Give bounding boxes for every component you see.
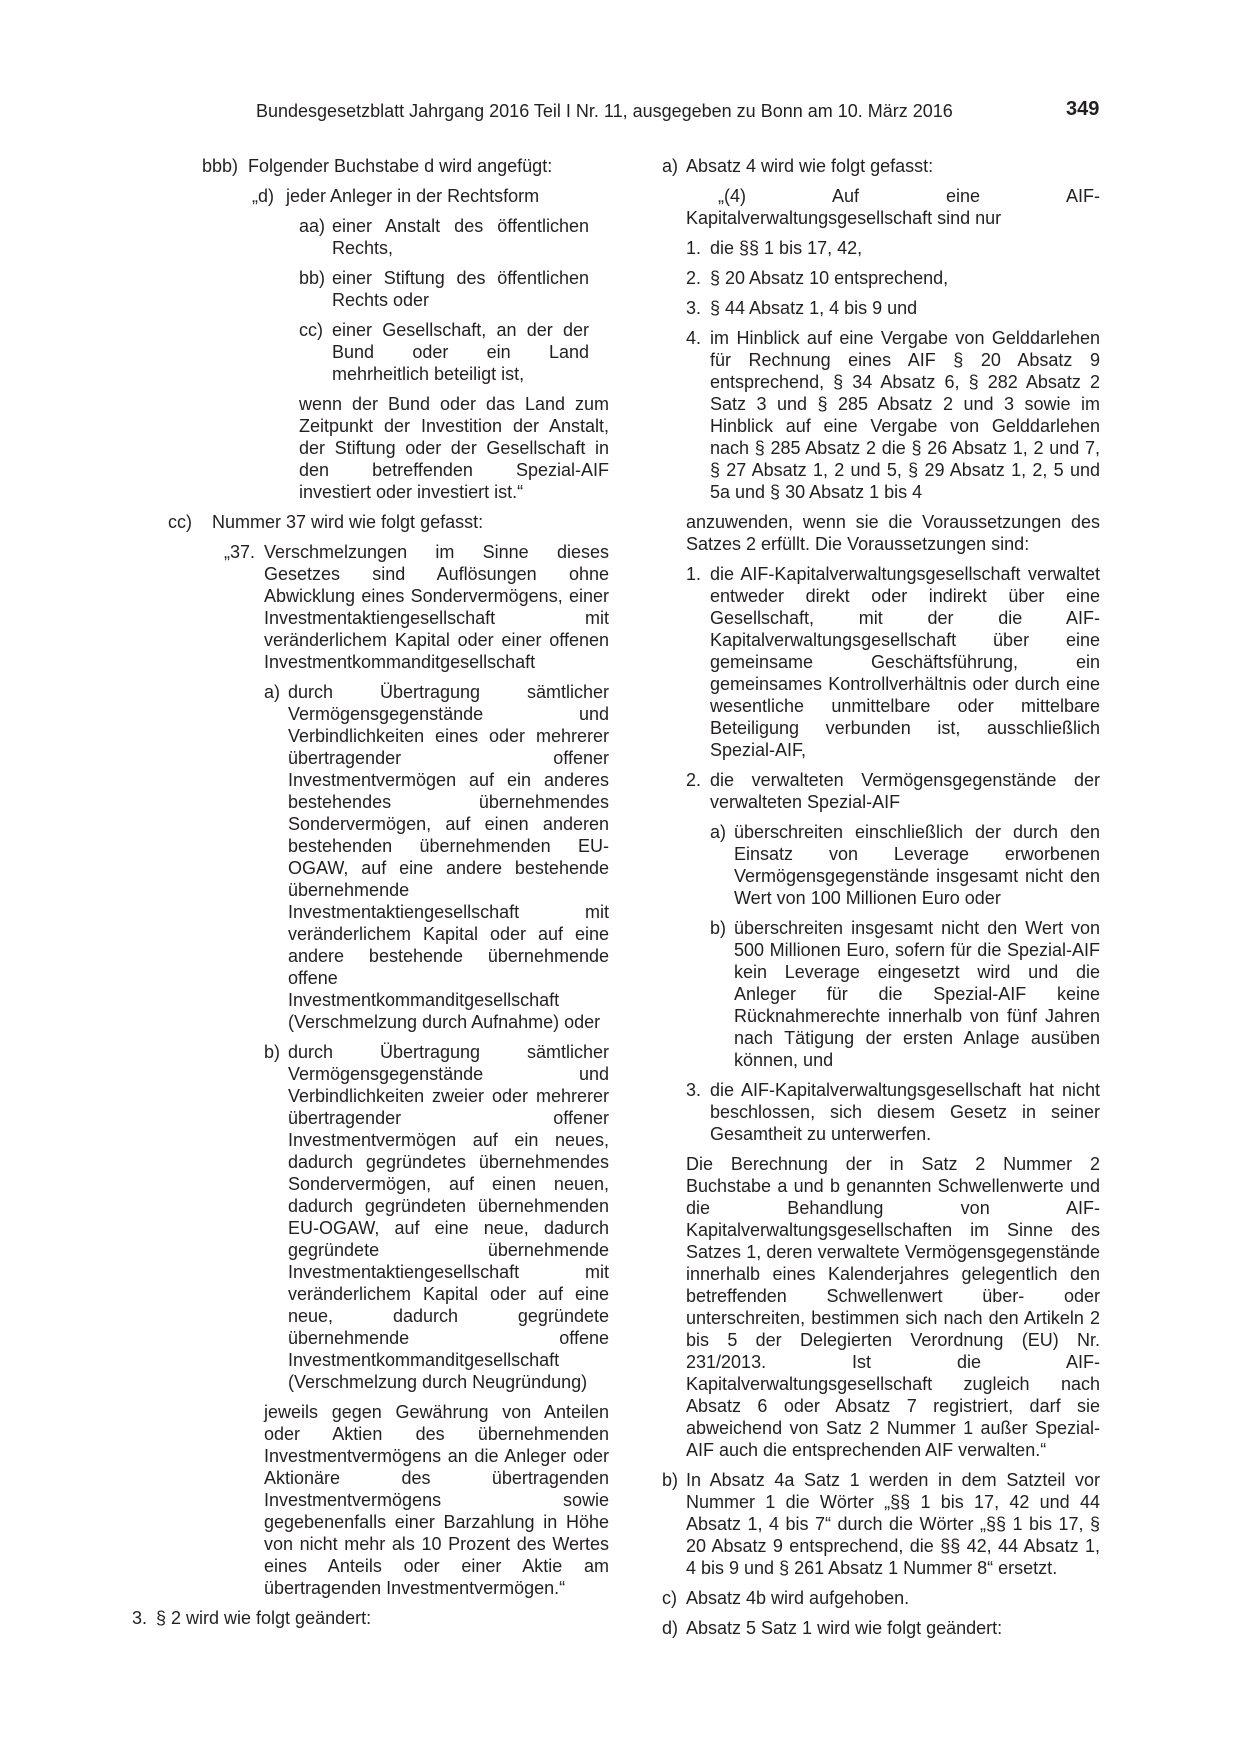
item-bbb <box>202 155 609 177</box>
item-text: jeder Anleger in der Rechtsform <box>286 186 540 206</box>
paragraph-berechnung: Die Berechnung der in Satz 2 Nummer 2 Buchstabe a und b genannten Schwellenwerte und die Behandlung von AIF-Kapitalverwaltungsgesellschaften im Sinne des Satzes 1, deren verwaltete Vermögensgegenstände innerhalb eines Kalenderjahres gelegentlich den betreffenden Schwellenwert über- oder unterschreiten, bestimmen sich nach den Artikeln 2 bis 5 der Delegierten Verordnung (EU) Nr. 231/2013. Ist die AIF-Kapitalverwaltungsgesellschaft zugleich nach Absatz 6 oder Absatz 7 registriert, darf sie abweichend von Satz 2 Nummer 1 außer Spezial-AIF auch die entsprechenden AIF verwalten.“ <box>686 1154 1100 1460</box>
item-text: Absatz 5 Satz 1 wird wie folgt geändert: <box>686 1618 1003 1638</box>
item-marker: 3. <box>132 1608 148 1628</box>
item-cc <box>299 319 589 385</box>
item-37-a <box>264 681 609 1033</box>
item-marker: 4. <box>686 328 702 348</box>
paragraph-anzuwenden: anzuwenden, wenn sie die Voraussetzungen des Satzes 2 erfüllt. Die Voraussetzungen sind: <box>686 512 1100 554</box>
item-text: überschreiten insgesamt nicht den Wert von 500 Millionen Euro, sofern für die Spezial-AIF kein Leverage eingesetzt wird und die Anleger für die Spezial-AIF keine Rücknahmerechte innerhalb von fünf Jahren nach Tätigung der ersten Anlage ausüben können, und <box>734 918 1100 1070</box>
item-aa <box>299 215 589 259</box>
item-marker: bbb) <box>202 156 239 176</box>
item-marker: cc) <box>168 512 192 532</box>
item-marker: d) <box>662 1618 679 1638</box>
paragraph-d-tail: wenn der Bund oder das Land zum Zeitpunkt der Investition der Anstalt, der Stiftung oder der Gesellschaft in den betreffenden Spezial-AIF investiert oder investiert ist.“ <box>299 394 609 502</box>
item-marker: 3. <box>686 298 702 318</box>
item-marker: aa) <box>299 216 326 236</box>
item-4 <box>686 327 1100 503</box>
item-marker: 3. <box>686 1080 702 1100</box>
item-marker: 2. <box>686 268 702 288</box>
item-text: § 2 wird wie folgt geändert: <box>156 1608 372 1628</box>
item-text: Folgender Buchstabe d wird angefügt: <box>248 156 553 176</box>
item-3 <box>686 297 1100 319</box>
paragraph-absatz-4: „(4) Auf eine AIF-Kapitalverwaltungsgesellschaft sind nur <box>686 186 1100 228</box>
item-text: die AIF-Kapitalverwaltungsgesellschaft hat nicht beschlossen, sich diesem Gesetz in seiner Gesamtheit zu unterwerfen. <box>710 1080 1100 1144</box>
item-marker: b) <box>264 1042 281 1062</box>
item-voraussetzung-1 <box>686 563 1100 761</box>
running-header: Bundesgesetzblatt Jahrgang 2016 Teil I Nr. 11, ausgegeben zu Bonn am 10. März 2016 <box>256 101 953 121</box>
item-text: Verschmelzungen im Sinne dieses Gesetzes sind Auflösungen ohne Abwicklung eines Sondervermögens, einer Investmentaktiengesellschaft mit veränderlichem Kapital oder einer offenen Investmentkommanditgesellschaft <box>264 542 609 672</box>
item-text: durch Übertragung sämtlicher Vermögensgegenstände und Verbindlichkeiten eines oder mehrerer übertragender offener Investmentvermögen auf ein anderes bestehendes übernehmendes Sondervermögen, auf einen anderen bestehenden übernehmenden EU-OGAW, auf eine andere bestehende übernehmende Investmentaktiengesellschaft mit veränderlichem Kapital oder auf eine andere bestehende übernehmende offene Investmentkommanditgesellschaft (Verschmelzung durch Aufnahme) oder <box>288 682 609 1032</box>
item-3 <box>132 1607 609 1629</box>
item-marker: 1. <box>686 564 702 584</box>
item-text: die verwalteten Vermögensgegenstände der verwalteten Spezial-AIF <box>710 770 1100 812</box>
item-text: die §§ 1 bis 17, 42, <box>710 238 863 258</box>
paragraph-37-tail: jeweils gegen Gewährung von Anteilen oder Aktien des übernehmenden Investmentvermögens an die Anleger oder Aktionäre des übertragenden Investmentvermögens sowie gegebenenfalls einer Barzahlung in Höhe von nicht mehr als 10 Prozent des Wertes eines Anteils oder einer Aktie am übertragenden Investmentvermögen.“ <box>264 1402 609 1598</box>
item-bb <box>299 267 589 311</box>
left-column <box>132 155 609 1637</box>
item-text: einer Stiftung des öffentlichen Rechts oder <box>332 268 589 310</box>
item-1 <box>686 237 1100 259</box>
item-2 <box>686 267 1100 289</box>
item-37 <box>224 541 609 673</box>
item-marker: a) <box>264 682 281 702</box>
item-text: Absatz 4 wird wie folgt gefasst: <box>686 156 934 176</box>
item-text: Absatz 4b wird aufgehoben. <box>686 1588 910 1608</box>
item-text: durch Übertragung sämtlicher Vermögensgegenstände und Verbindlichkeiten zweier oder mehrerer übertragender offener Investmentvermögen auf ein neues, dadurch gegründetes übernehmendes Sondervermögen, auf einen neuen, dadurch gegründeten übernehmenden EU-OGAW, auf eine neue, dadurch gegründete übernehmende Investmentaktiengesellschaft mit veränderlichem Kapital oder auf eine neue, dadurch gegründete übernehmende offene Investmentkommanditgesellschaft (Verschmelzung durch Neugründung) <box>288 1042 609 1392</box>
item-marker: a) <box>710 822 727 842</box>
item-marker: bb) <box>299 268 326 288</box>
item-text: § 20 Absatz 10 entsprechend, <box>710 268 949 288</box>
item-37-b <box>264 1041 609 1393</box>
item-a <box>662 155 1100 177</box>
item-marker: b) <box>710 918 727 938</box>
right-column <box>662 155 1100 1647</box>
item-b <box>662 1469 1100 1579</box>
item-voraussetzung-2b <box>710 917 1100 1071</box>
item-marker: „37. <box>224 542 256 562</box>
item-text: im Hinblick auf eine Vergabe von Gelddarlehen für Rechnung eines AIF § 20 Absatz 9 entsprechend, § 34 Absatz 6, § 282 Absatz 2 Satz 3 und § 285 Absatz 2 und 3 sowie im Hinblick auf eine Vergabe von Gelddarlehen nach § 285 Absatz 2 die § 26 Absatz 1, 2 und 7, § 27 Absatz 1, 2 und 5, § 29 Absatz 1, 2, 5 und 5a und § 30 Absatz 1 bis 4 <box>710 328 1100 502</box>
item-marker: a) <box>662 156 679 176</box>
item-text: die AIF-Kapitalverwaltungsgesellschaft verwaltet entweder direkt oder indirekt über eine Gesellschaft, mit der die AIF-Kapitalverwaltungsgesellschaft über eine gemeinsame Geschäftsführung, ein gemeinsames Kontrollverhältnis oder durch eine wesentliche unmittelbare oder mittelbare Beteiligung verbunden ist, ausschließlich Spezial-AIF, <box>710 564 1100 760</box>
item-marker: cc) <box>299 320 323 340</box>
item-text: einer Anstalt des öffentlichen Rechts, <box>332 216 589 258</box>
item-voraussetzung-2 <box>686 769 1100 813</box>
item-d <box>662 1617 1100 1639</box>
item-text: In Absatz 4a Satz 1 werden in dem Satzteil vor Nummer 1 die Wörter „§§ 1 bis 17, 42 und 44 Absatz 1, 4 bis 7“ durch die Wörter „§§ 1 bis 17, § 20 Absatz 9 entsprechend, die §§ 42, 44 Absatz 1, 4 bis 9 und § 261 Absatz 1 Nummer 8“ ersetzt. <box>686 1470 1100 1578</box>
item-d <box>252 185 609 207</box>
item-c <box>662 1587 1100 1609</box>
item-marker: 2. <box>686 770 702 790</box>
page-number: 349 <box>1066 98 1100 120</box>
item-marker: b) <box>662 1470 679 1490</box>
item-text: überschreiten einschließlich der durch den Einsatz von Leverage erworbenen Vermögensgegenstände insgesamt nicht den Wert von 100 Millionen Euro oder <box>734 822 1100 908</box>
item-marker: c) <box>662 1588 677 1608</box>
item-voraussetzung-3 <box>686 1079 1100 1145</box>
item-text: einer Gesellschaft, an der der Bund oder ein Land mehrheitlich beteiligt ist, <box>332 320 589 384</box>
item-text: § 44 Absatz 1, 4 bis 9 und <box>710 298 918 318</box>
item-marker: „d) <box>252 186 274 206</box>
item-marker: 1. <box>686 238 702 258</box>
item-cc-nummer-37 <box>168 511 609 533</box>
item-voraussetzung-2a <box>710 821 1100 909</box>
item-text: Nummer 37 wird wie folgt gefasst: <box>212 512 484 532</box>
